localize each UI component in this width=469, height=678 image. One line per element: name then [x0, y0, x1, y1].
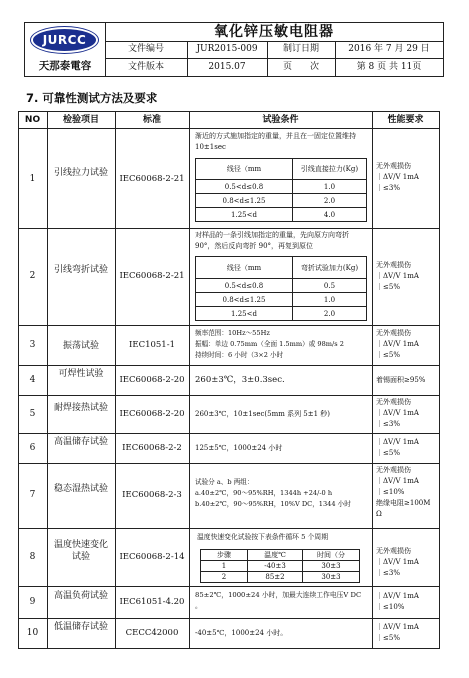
sub-cell: 0.5<d≤0.8: [196, 279, 293, 293]
sub-cell: 0.8<d≤1.25: [196, 194, 293, 208]
table-line: [189, 111, 190, 649]
table-line: [18, 433, 440, 434]
row-condition: 260±3℃，10±1sec(5mm 系列 5±1 秒): [195, 410, 331, 418]
row-condition: 频率范围：10Hz～55Hz 振幅：单边 0.75mm（全面 1.5mm）或 98m/s 2 持续时间：6 小时（3×2 小时: [195, 329, 344, 359]
col-header-item: 检验项目: [62, 115, 99, 125]
sub-cell: 2: [201, 572, 248, 583]
col-header-requirement: 性能要求: [387, 115, 424, 125]
table-line: [18, 618, 440, 619]
row-requirement: 无外观损伤 ｜ΔV/V 1mA ｜≤3%: [376, 162, 419, 192]
doc-no-value: JUR2015-009: [196, 44, 258, 54]
date-value: 2016 年 7 月 29 日: [348, 44, 430, 54]
row-condition: 260±3℃，3±0.3sec.: [195, 375, 285, 385]
sub-cell: -40±3: [248, 561, 303, 572]
row-no: 10: [26, 628, 39, 638]
table-line: [18, 228, 440, 229]
doc-no-label: 文件编号: [127, 44, 164, 54]
page-label: 页 次: [282, 62, 319, 72]
row-requirement: 无外观损伤 ｜ΔV/V 1mA ｜≤3%: [376, 398, 419, 428]
col-header-no: NO: [24, 115, 41, 125]
sub-cell: 0.5: [293, 279, 367, 293]
col-header-condition: 试验条件: [262, 115, 299, 125]
sub-header: 步骤: [201, 550, 248, 561]
temperature-cycle-table: [200, 549, 360, 583]
row-item: 引线拉力试验: [53, 168, 108, 178]
document-title: 氧化锌压敏电阻器: [105, 23, 443, 42]
row-requirement: ｜ΔV/V 1mA ｜≤5%: [376, 438, 419, 457]
row-no: 8: [29, 552, 36, 562]
page-value: 第 8 页 共 11页: [356, 62, 422, 72]
row-standard: IEC1051-1: [129, 340, 175, 350]
company-name: 天那泰電容: [38, 60, 92, 72]
row-standard: IEC60068-2-2: [122, 443, 182, 453]
row-no: 4: [29, 375, 36, 385]
table-line: [18, 586, 440, 587]
row-no: 2: [29, 271, 36, 281]
sub-cell: 0.5<d≤0.8: [196, 180, 293, 194]
table-line: [18, 128, 440, 129]
row-requirement: 无外观损伤 ｜ΔV/V 1mA ｜≤10% 绝缘电阻≥100M Ω: [376, 466, 431, 518]
row-standard: IEC61051-4.20: [119, 597, 185, 607]
row-condition: -40±5℃，1000±24 小时。: [195, 629, 288, 637]
sub-header: 线径（mm: [196, 257, 293, 279]
row-item: 温度快速变化试验: [53, 540, 108, 562]
table-line: [18, 325, 440, 326]
sub-cell: 1: [201, 561, 248, 572]
row-item: 可焊性试验: [58, 369, 104, 379]
table-line: [372, 111, 373, 649]
sub-cell: 30±3: [303, 572, 360, 583]
row-item: 振荡试验: [62, 341, 99, 351]
sub-header: 线径（mm: [196, 159, 293, 180]
row-item: 低温储存试验: [53, 622, 108, 632]
row-condition: 85±2℃，1000±24 小时，加最大连续工作电压V DC 。: [195, 591, 362, 610]
version-label: 文件版本: [127, 62, 164, 72]
row-no: 1: [29, 174, 36, 184]
sub-cell: 1.0: [293, 180, 367, 194]
row-condition: 温度快速变化试验按下表条件循环 5 个周期: [197, 533, 328, 541]
sub-cell: 2.0: [293, 307, 367, 321]
section-title: 7. 可靠性测试方法及要求: [26, 91, 158, 105]
row-item: 耐焊接热试验: [53, 403, 108, 413]
row-no: 3: [29, 340, 36, 350]
row-no: 6: [29, 443, 36, 453]
row-no: 9: [29, 597, 36, 607]
logo-cell: [25, 23, 106, 76]
row-requirement: 着锡面积≥95%: [376, 376, 426, 384]
sub-cell: 1.25<d: [196, 208, 293, 222]
row-condition: 对样品的一条引线加指定的重量，先向原方向弯折 90°，然后反向弯折 90°，再复到原位: [195, 231, 349, 250]
row-no: 7: [29, 490, 36, 500]
sub-cell: 4.0: [293, 208, 367, 222]
row-standard: IEC60068-2-20: [119, 375, 185, 385]
table-line: [18, 648, 440, 649]
row-item: 引线弯折试验: [53, 265, 108, 275]
sub-cell: 1.25<d: [196, 307, 293, 321]
sub-header: 温度℃: [248, 550, 303, 561]
company-logo: JURCC: [33, 29, 96, 51]
row-no: 5: [29, 409, 36, 419]
table-line: [18, 365, 440, 366]
row-condition: 渐近的方式施加指定的重量，并且在一固定位置维持 10±1sec: [195, 132, 356, 151]
row-requirement: ｜ΔV/V 1mA ｜≤5%: [376, 623, 419, 642]
col-header-standard: 标准: [142, 115, 161, 125]
sub-cell: 2.0: [293, 194, 367, 208]
table-line: [18, 395, 440, 396]
sub-cell: 0.8<d≤1.25: [196, 293, 293, 307]
table-line: [439, 111, 440, 649]
version-value: 2015.07: [208, 62, 246, 72]
sub-cell: 85±2: [248, 572, 303, 583]
row-item: 高温负荷试验: [53, 591, 108, 601]
row-item: 高温储存试验: [53, 437, 108, 447]
row-requirement: 无外观损伤 ｜ΔV/V 1mA ｜≤5%: [376, 329, 419, 359]
document-header: [24, 22, 444, 77]
pull-force-table: [195, 158, 367, 222]
bend-force-table: [195, 256, 367, 321]
row-item: 稳态湿热试验: [53, 484, 108, 494]
row-requirement: 无外观损伤 ｜ΔV/V 1mA ｜≤5%: [376, 261, 419, 291]
row-standard: IEC60068-2-21: [119, 174, 185, 184]
sub-cell: 1.0: [293, 293, 367, 307]
row-standard: IEC60068-2-3: [122, 490, 182, 500]
row-standard: IEC60068-2-20: [119, 409, 185, 419]
date-label: 制订日期: [282, 44, 319, 54]
row-requirement: ｜ΔV/V 1mA ｜≤10%: [376, 592, 419, 611]
table-line: [47, 111, 48, 649]
row-requirement: 无外观损伤 ｜ΔV/V 1mA ｜≤3%: [376, 547, 419, 577]
row-condition: 试验分 a、b 两组： a.40±2℃，90～95%RH，1344h +24/-0 h b.40±2℃，90～95%RH，10%V DC，1344 小时: [195, 478, 351, 508]
sub-header: 时间（分: [303, 550, 360, 561]
table-line: [18, 528, 440, 529]
sub-cell: 30±3: [303, 561, 360, 572]
row-condition: 125±5℃，1000±24 小时: [195, 444, 283, 452]
row-standard: IEC60068-2-21: [119, 271, 185, 281]
row-standard: IEC60068-2-14: [119, 552, 185, 562]
sub-header: 弯折试验加力(Kg): [293, 257, 367, 279]
table-line: [18, 463, 440, 464]
sub-header: 引线直接拉力(Kg): [293, 159, 367, 180]
row-standard: CECC42000: [125, 628, 179, 638]
